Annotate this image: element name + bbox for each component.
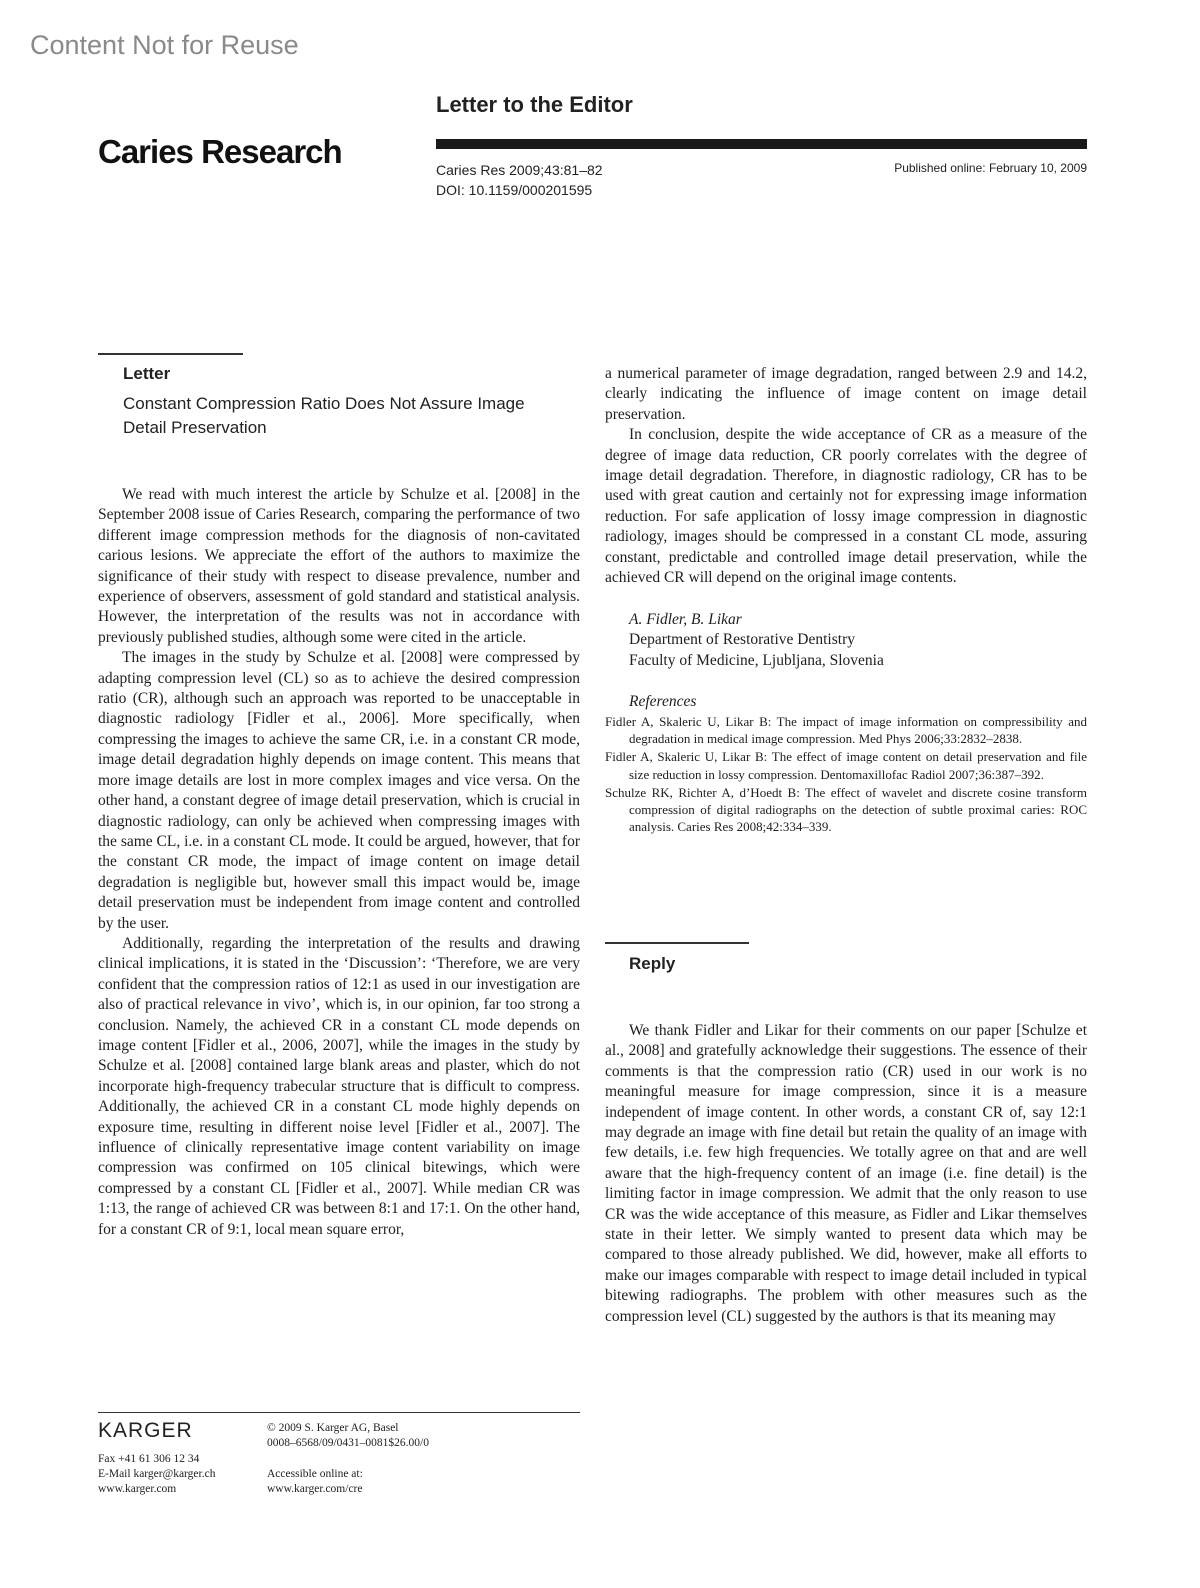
reply-label: Reply <box>629 954 676 973</box>
copyright: © 2009 S. Karger AG, Basel <box>267 1422 399 1434</box>
publisher-contact <box>98 1452 215 1497</box>
references-heading-wrap <box>605 692 1087 712</box>
journal-title: Caries Research <box>98 133 342 170</box>
letter-signature <box>605 610 1087 671</box>
reply-rule <box>605 942 749 944</box>
doi: DOI: 10.1159/000201595 <box>436 182 593 198</box>
letter-paragraph: a numerical parameter of image degradation, ranged between 2.9 and 14.2, clearly indicating the influence of image content on image detail preservation. <box>605 365 1087 423</box>
letter-authors: A. Fidler, B. Likar <box>629 611 742 628</box>
accessible-block <box>267 1467 363 1497</box>
reference-item: Schulze RK, Richter A, d’Hoedt B: The effect of wavelet and discrete cosine transform compression of digital radiographs on the detection of subtle proximal caries: ROC analysis. Caries Res 2008;42:334–339. <box>605 784 1087 835</box>
issn: 0008–6568/09/0431–0081$26.00/0 <box>267 1437 429 1449</box>
letter-title: Constant Compression Ratio Does Not Assure Image Detail Preservation <box>123 394 525 437</box>
letter-rule <box>98 353 243 355</box>
letter-affiliation: Faculty of Medicine, Ljubljana, Slovenia <box>629 651 884 669</box>
letter-paragraph: The images in the study by Schulze et al. [2008] were compressed by adapting compression level (CL) so as to achieve the desired compression ratio (CR), although such an approach was reported to be unacceptable in diagnostic radiology [Fidler et al., 2006]. More specifically, when compressing the images to achieve the same CR, i.e. in a constant CR mode, image detail degradation highly depends on image content. This means that more image details are lost in more complex images and vice versa. On the other hand, a constant degree of image detail preservation, which is crucial in diagnostic radiology, can only be achieved when compressing images with the same CL, i.e. in a constant CL mode. It could be argued, however, that for the constant CR mode, the impact of image content on image detail degradation is negligible but, however small this impact would be, image detail preservation must be independent from image content and controlled by the user. <box>98 649 580 932</box>
reply-body <box>605 1021 1087 1327</box>
accessible-url: www.karger.com/cre <box>267 1483 363 1495</box>
publisher-web: www.karger.com <box>98 1483 177 1495</box>
published-date: Published online: February 10, 2009 <box>894 161 1087 175</box>
letter-affiliation: Department of Restorative Dentistry <box>629 631 855 649</box>
citation-block <box>436 160 603 200</box>
references-label: References <box>629 693 697 710</box>
reply-paragraph: We thank Fidler and Likar for their comments on our paper [Schulze et al., 2008] and gratefully acknowledge their suggestions. The essence of their comments is that the compression ratio (CR) used in our work is no meaningful measure for image compression, since it is a measure independent of image content. In other words, a constant CR of, say 12:1 may degrade an image with fine detail but retain the quality of an image with few details, i.e. few high frequencies. We totally agree on that and are well aware that the high-frequency content of an image (i.e. fine detail) is the limiting factor in image compression. We admit that the only reason to use CR was the wide acceptance of this measure, as Fidler and Likar themselves state in their letter. We simply wanted to present data which may be compared to those already published. We did, however, make all efforts to make our images comparable with respect to image detail included in typical bitewing radiographs. The problem with other measures such as the compression level (CL) suggested by the authors is that its meaning may <box>605 1022 1087 1325</box>
section-title: Letter to the Editor <box>436 92 633 117</box>
accessible-label: Accessible online at: <box>267 1468 363 1480</box>
footer-rule <box>98 1412 580 1413</box>
citation: Caries Res 2009;43:81–82 <box>436 162 603 178</box>
letter-paragraph: In conclusion, despite the wide acceptance of CR as a measure of the degree of image data reduction, CR poorly correlates with the degree of image detail degradation. Therefore, in diagnostic radiology, CR has to be used with great caution and certainly not for expressing image information reduction. For safe application of lossy image compression in diagnostic radiology, images should be compressed in a constant CL mode, assuring constant, predictable and controlled image detail preservation, while the achieved CR will depend on the original image contents. <box>605 426 1087 587</box>
reference-item: Fidler A, Skaleric U, Likar B: The impact of image information on compressibility and degradation in medical image compression. Med Phys 2006;33:2832–2838. <box>605 714 1087 747</box>
copyright-block <box>267 1421 429 1451</box>
letter-paragraph: Additionally, regarding the interpretation of the results and drawing clinical implications, it is stated in the ‘Discussion’: ‘Therefore, we are very confident that the compression ratios of 12:1 as used in our investigation are also of practical relevance in vivo’, which is, in our opinion, far too strong a conclusion. Namely, the achieved CR in a constant CL mode depends on image content [Fidler et al., 2006, 2007], while the images in the study by Schulze et al. [2008] contained large blank areas and plaster, which do not incorporate high-frequency trabecular structure that is difficult to compress. Additionally, the achieved CR in a constant CL mode highly depends on exposure time, resulting in different noise level [Fidler et al., 2007]. The influence of clinically representative image content variability on image compression was confirmed on 105 clinical bitewings, which were compressed by a constant CL [Fidler et al., 2007]. While median CR was 1:13, the range of achieved CR was between 8:1 and 17:1. On the other hand, for a constant CR of 9:1, local mean square error, <box>98 934 580 1238</box>
references-list <box>605 713 1087 836</box>
letter-paragraph: We read with much interest the article by Schulze et al. [2008] in the September 2008 issue of Caries Research, comparing the performance of two different image compression methods for the diagnosis of non-cavitated carious lesions. We appreciate the effort of the authors to maximize the significance of their study with respect to disease prevalence, number and experience of observers, assessment of gold standard and statistical analysis. However, the interpretation of the results was not in accordance with previously published studies, although some were cited in the article. <box>98 486 580 646</box>
letter-body-left <box>98 485 580 1240</box>
publisher-logo: KARGER <box>98 1419 193 1442</box>
header-rule <box>436 139 1087 149</box>
publisher-email: E-Mail karger@karger.ch <box>98 1468 216 1480</box>
publisher-fax: Fax +41 61 306 12 34 <box>98 1453 200 1465</box>
letter-body-right <box>605 364 1087 588</box>
reference-item: Fidler A, Skaleric U, Likar B: The effect of image content on detail preservation and file size reduction in lossy compression. Dentomaxillofac Radiol 2007;36:387–392. <box>605 749 1087 782</box>
watermark: Content Not for Reuse <box>30 30 299 60</box>
letter-label: Letter <box>123 364 171 383</box>
